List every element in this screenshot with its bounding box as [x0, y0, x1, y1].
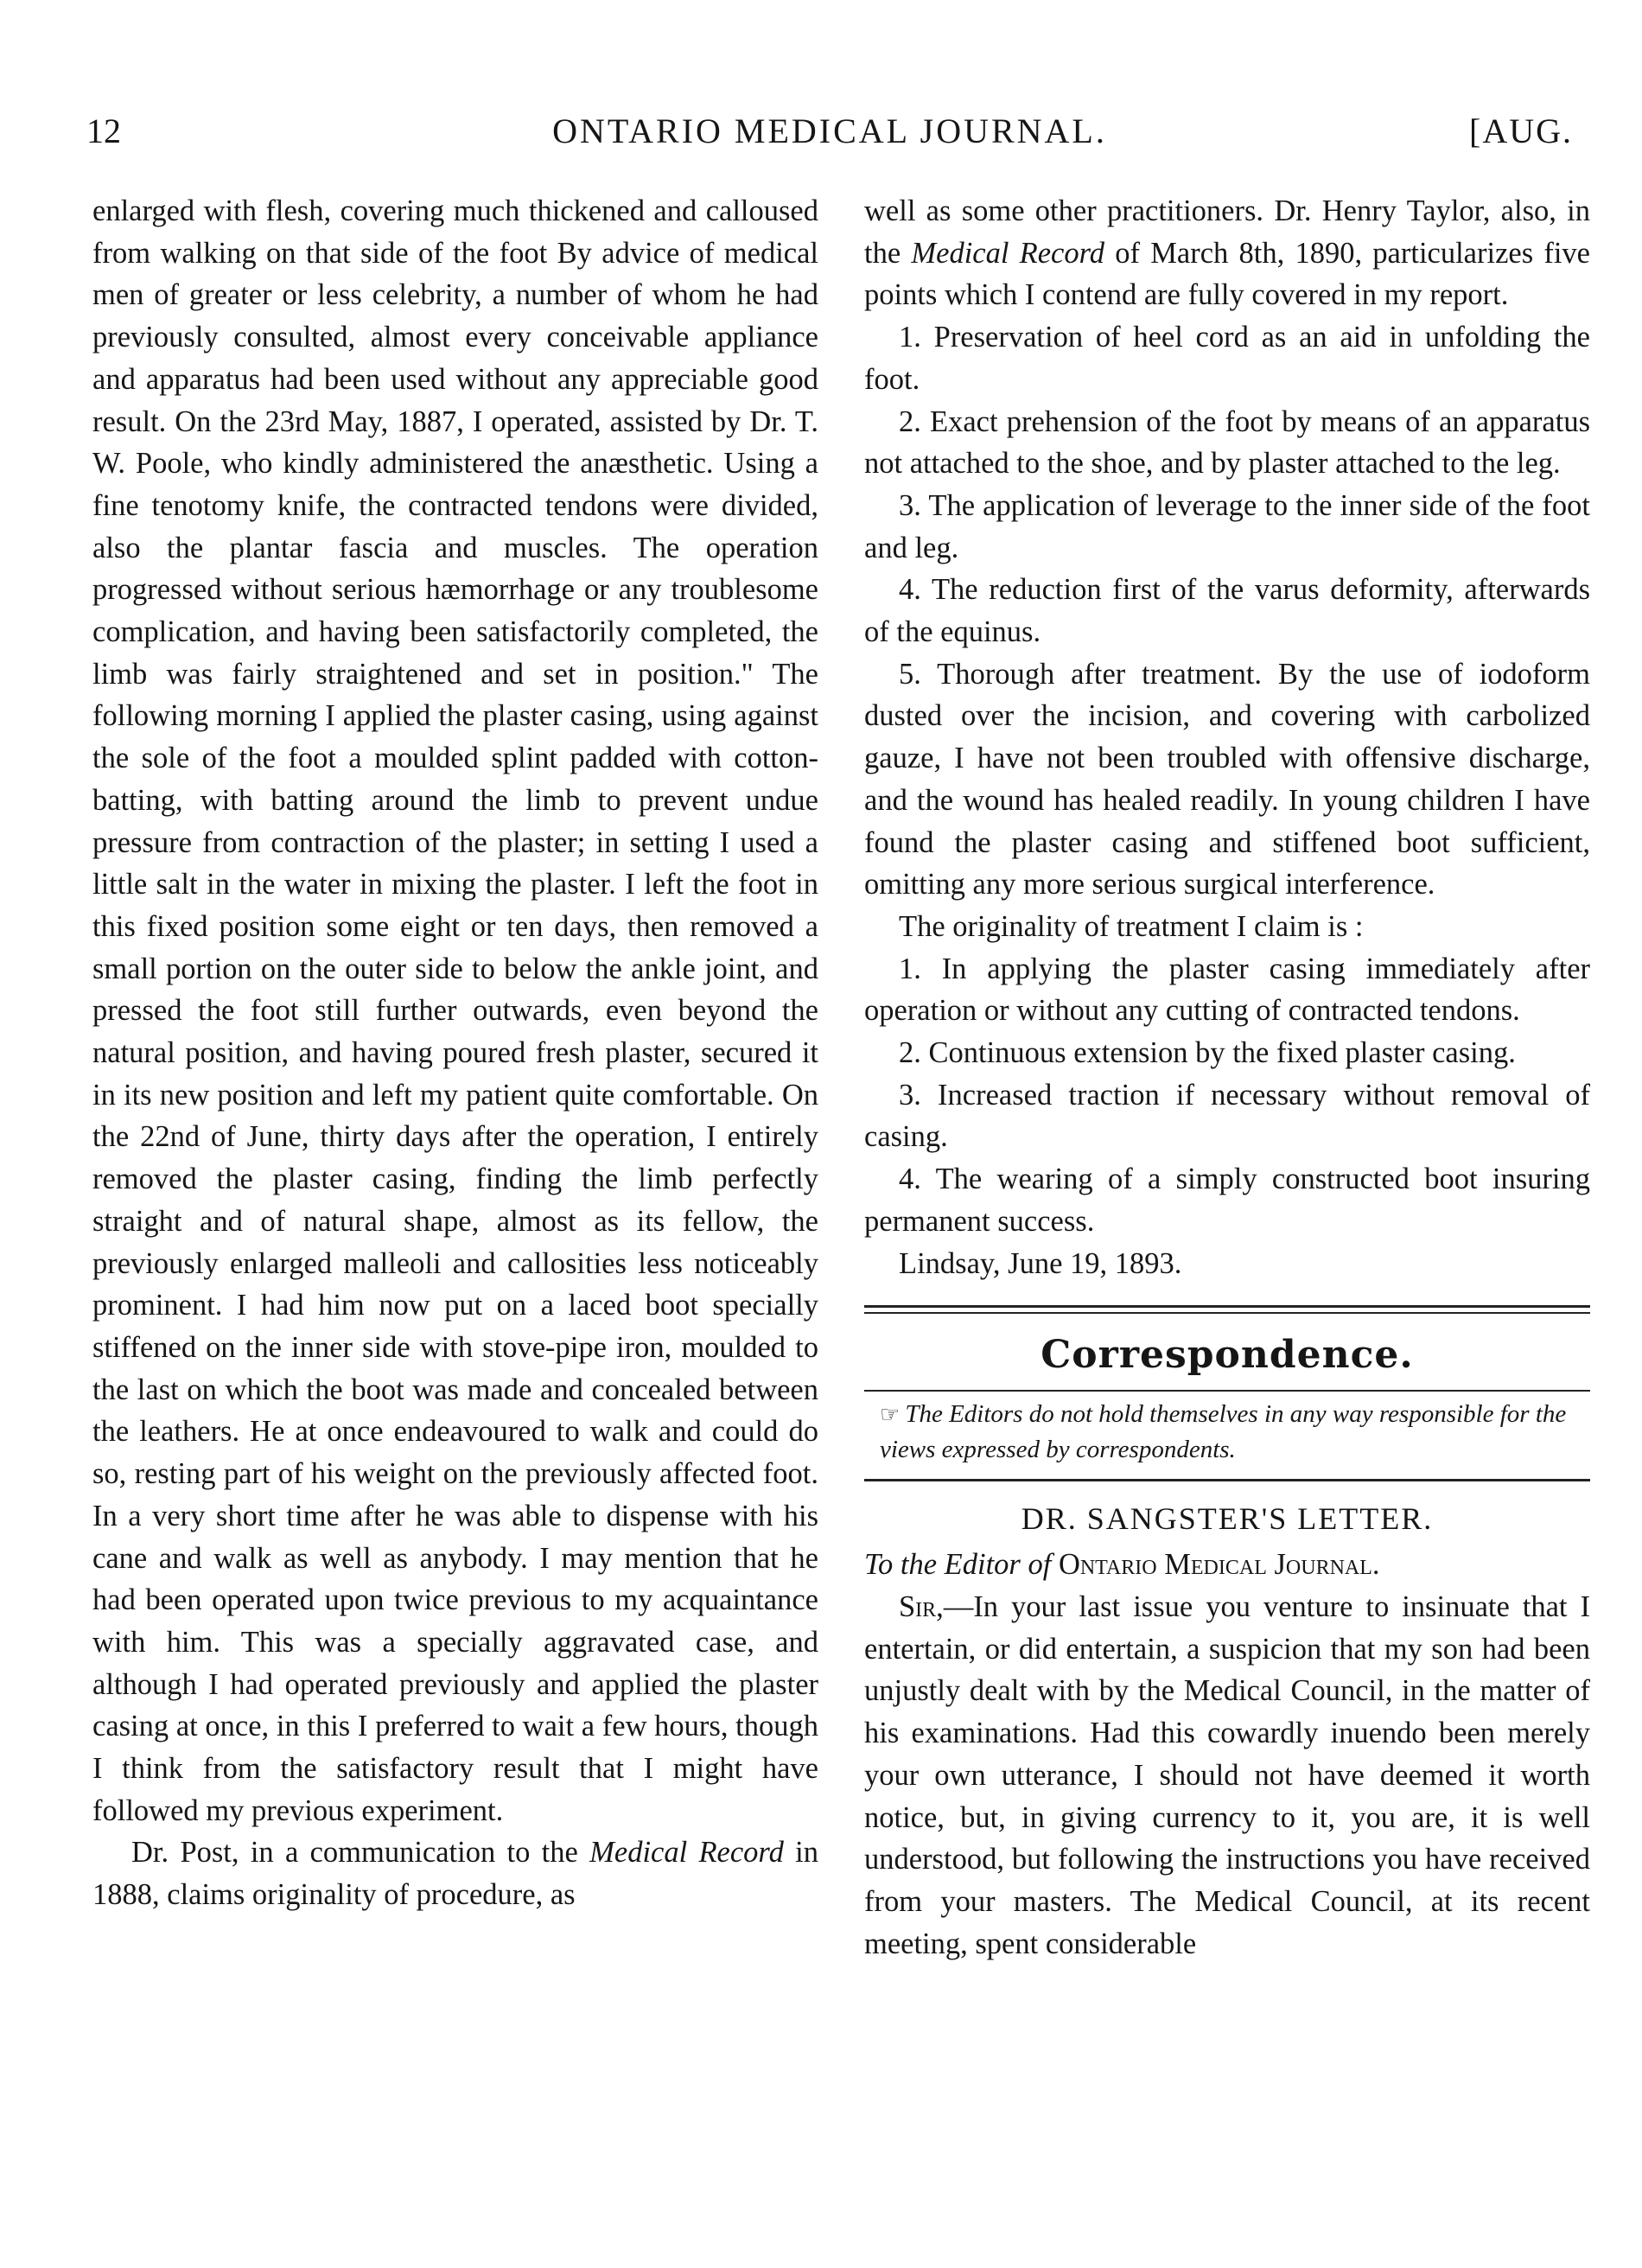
page-number: 12 [86, 111, 121, 150]
post-paragraph: Dr. Post, in a communication to the Medical Record in 1888, claims originality of procedure, as [92, 1836, 818, 1912]
section-heading: Correspondence. [1041, 1333, 1414, 1378]
section-divider [864, 1305, 1590, 1314]
journal-name: Ontario Medical Journal. [1058, 1548, 1380, 1582]
pointing-hand-icon: ☞ [880, 1402, 901, 1428]
running-header [86, 111, 1573, 162]
originality-intro: The originality of treatment I claim is : [899, 909, 1364, 943]
notice-rule [864, 1479, 1590, 1481]
heading-rule [864, 1390, 1590, 1392]
claim-item: 3. Increased traction if necessary without removal of casing. [864, 1078, 1590, 1154]
point-item: 5. Thorough after treatment. By the use of iodoform dusted over the incision, and covering with carbolized gauze, I have not been troubled with offensive discharge, and the wound has healed readily. In young children I have found the plaster casing and stiffened boot sufficient, omitting any more serious surgical interference. [864, 657, 1590, 901]
point-item: 3. The application of leverage to the inner side of the foot and leg. [864, 488, 1590, 564]
journal-title: ONTARIO MEDICAL JOURNAL. [552, 111, 1107, 150]
journal-reference: Medical Record [589, 1836, 784, 1870]
left-column [92, 190, 818, 1916]
claim-item: 2. Continuous extension by the fixed plaster casing. [899, 1036, 1516, 1070]
issue-month: [AUG. [1469, 111, 1573, 150]
claim-item: 4. The wearing of a simply constructed boot insuring permanent success. [864, 1163, 1590, 1238]
taylor-paragraph: well as some other practitioners. Dr. Henry Taylor, also, in the Medical Record of March 8th, 1890, particularizes five points which I contend are fully covered in my report. [864, 194, 1590, 312]
claim-item: 1. In applying the plaster casing immediately after operation or without any cutting of contracted tendons. [864, 952, 1590, 1028]
notice-text: The Editors do not hold themselves in any way responsible for the views expressed by correspondents. [880, 1400, 1567, 1464]
editorial-notice [864, 1397, 1590, 1467]
letter-opening: Sir, [899, 1590, 944, 1623]
right-column [864, 190, 1590, 1965]
journal-reference: Medical Record [911, 236, 1105, 270]
point-item: 1. Preservation of heel cord as an aid in unfolding the foot. [864, 321, 1590, 396]
salutation: To the Editor of Ontario Medical Journal. [864, 1548, 1380, 1582]
letter-title: DR. SANGSTER'S LETTER. [1021, 1501, 1434, 1537]
point-item: 4. The reduction first of the varus deformity, afterwards of the equinus. [864, 573, 1590, 649]
point-item: 2. Exact prehension of the foot by means of an apparatus not attached to the shoe, and by plaster attached to the leg. [864, 405, 1590, 481]
case-report-paragraph: enlarged with flesh, covering much thickened and calloused from walking on that side of the foot By advice of medical men of greater or less celebrity, a number of whom he had previously consulted, almost every conceivable appliance and apparatus had been used without any appreciable good result. On the 23rd May, 1887, I operated, assisted by Dr. T. W. Poole, who kindly administered the anæsthetic. Using a fine tenotomy knife, the contracted tendons were divided, also the plantar fascia and muscles. The operation progressed without serious hæmorrhage or any troublesome complication, and having been satisfactorily completed, the limb was fairly straightened and set in position." The following morning I applied the plaster casing, using against the sole of the foot a moulded splint padded with cotton-batting, with batting around the limb to prevent undue pressure from contraction of the plaster; in setting I used a little salt in the water in mixing the plaster. I left the foot in this fixed position some eight or ten days, then removed a small portion on the outer side to below the ankle joint, and pressed the foot still further outwards, even beyond the natural position, and having poured fresh plaster, secured it in its new position and left my patient quite comfortable. On the 22nd of June, thirty days after the operation, I entirely removed the plaster casing, finding the limb perfectly straight and of natural shape, almost as its fellow, the previously enlarged malleoli and callosities less noticeably prominent. I had him now put on a laced boot specially stiffened on the inner side with stove-pipe iron, moulded to the last on which the boot was made and concealed between the leathers. He at once endeavoured to walk and could do so, resting part of his weight on the previously affected foot. In a very short time after he was able to dispense with his cane and walk as well as anybody. I may mention that he had been operated upon twice previous to my acquaintance with him. This was a specially aggravated case, and although I had operated previously and applied the plaster casing at once, in this I preferred to wait a few hours, though I think from the satisfactory result that I might have followed my previous experiment. [92, 194, 818, 1827]
signoff: Lindsay, June 19, 1893. [899, 1246, 1182, 1280]
letter-body: Sir,—In your last issue you venture to insinuate that I entertain, or did entertain, a suspicion that my son had been unjustly dealt with by the Medical Council, in the matter of his examinations. Had this cowardly inuendo been merely your own utterance, I should not have deemed it worth notice, but, in giving currency to it, you are, it is well understood, but following the instructions you have received from your masters. The Medical Council, at its recent meeting, spent considerable [864, 1590, 1590, 1960]
